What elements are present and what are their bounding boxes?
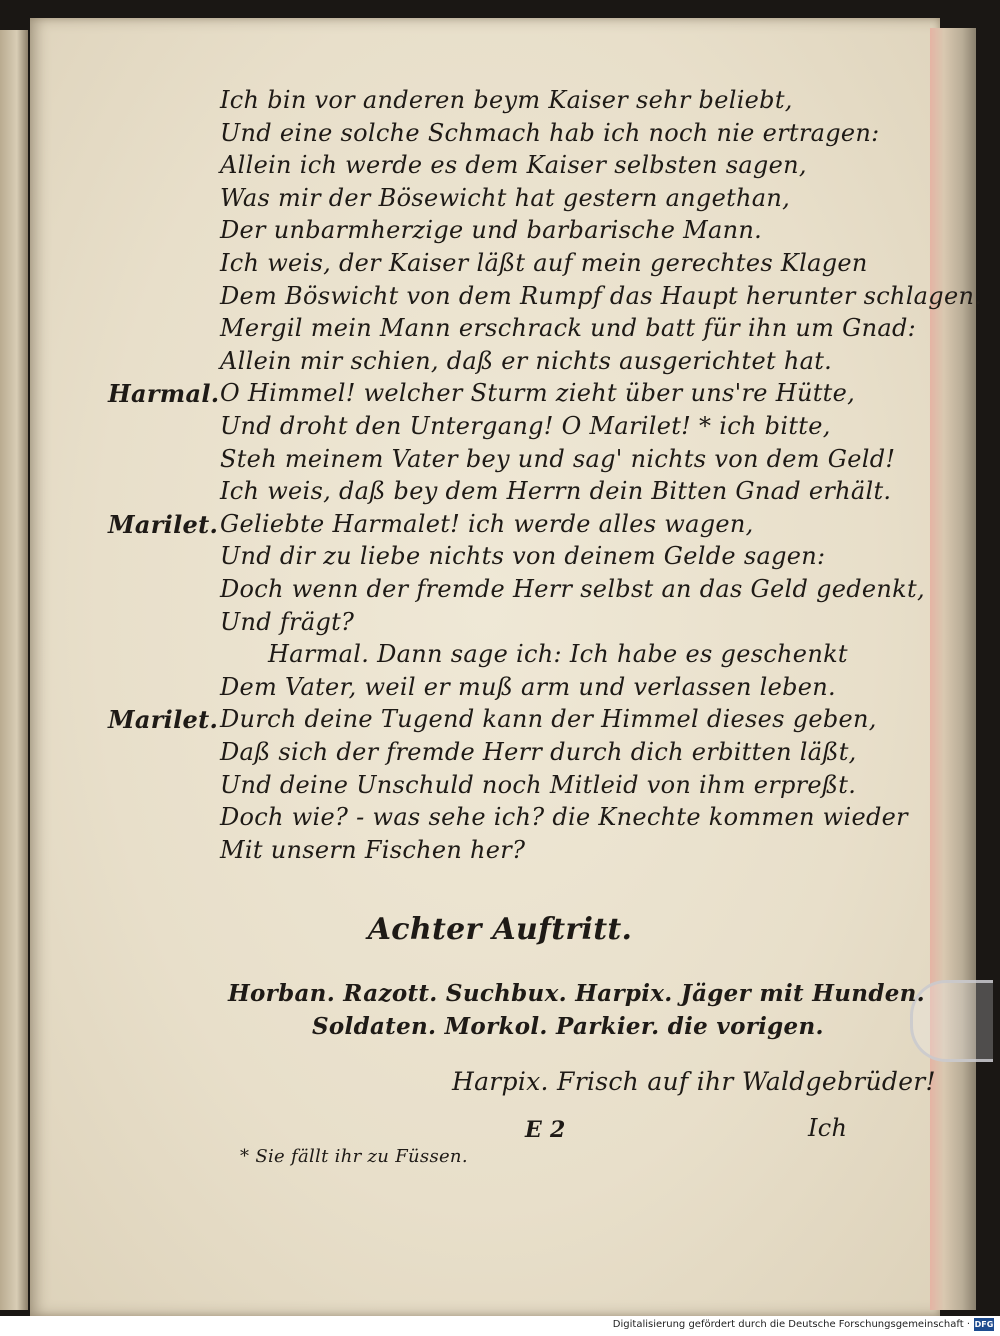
cast-list-line-1: Horban. Razott. Suchbux. Harpix. Jäger mit Hunden. [228, 980, 925, 1007]
verse-line: Dem Vater, weil er muß arm und verlassen leben. [220, 673, 836, 701]
verse-line: Und dir zu liebe nichts von deinem Gelde sagen: [220, 542, 826, 570]
verse-line: Was mir der Bösewicht hat gestern angethan, [220, 184, 791, 212]
signature-mark: E 2 [525, 1117, 566, 1143]
verse-line: Mergil mein Mann erschrack und batt für ihn um Gnad: [220, 314, 917, 342]
verse-line: Ich weis, daß bey dem Herrn dein Bitten Gnad erhält. [220, 477, 892, 505]
verse-line: Harmal. Dann sage ich: Ich habe es geschenkt [268, 640, 848, 668]
verse-line: Und droht den Untergang! O Marilet! * ich bitte, [220, 412, 831, 440]
verse-line: O Himmel! welcher Sturm zieht über uns're Hütte, [220, 379, 856, 407]
catchword: Ich [808, 1114, 848, 1142]
verse-line: Dem Böswicht von dem Rumpf das Haupt herunter schlagen. [220, 282, 983, 310]
speaker-label: Marilet. [108, 705, 219, 734]
cast-list-line-2: Soldaten. Morkol. Parkier. die vorigen. [312, 1013, 824, 1040]
verse-line: Ich weis, der Kaiser läßt auf mein gerechtes Klagen [220, 249, 868, 277]
verse-line: Der unbarmherzige und barbarische Mann. [220, 216, 763, 244]
verse-line: Und eine solche Schmach hab ich noch nie ertragen: [220, 119, 880, 147]
verse-line: Geliebte Harmalet! ich werde alles wagen, [220, 510, 754, 538]
verse-line: Mit unsern Fischen her? [220, 836, 526, 864]
verse-line: Durch deine Tugend kann der Himmel dieses geben, [220, 705, 877, 733]
verse-line: Doch wenn der fremde Herr selbst an das Geld gedenkt, [220, 575, 925, 603]
footnote: * Sie fällt ihr zu Füssen. [240, 1146, 468, 1167]
harpix-line: Harpix. Frisch auf ihr Waldgebrüder! [452, 1067, 936, 1096]
scene-heading: Achter Auftritt. [367, 912, 633, 947]
verse-line: Steh meinem Vater bey und sag' nichts von dem Geld! [220, 445, 896, 473]
verse-line: Ich bin vor anderen beym Kaiser sehr beliebt, [220, 86, 793, 114]
verse-line: Und deine Unschuld noch Mitleid von ihm erpreßt. [220, 771, 857, 799]
footer-credit: Digitalisierung gefördert durch die Deutsche Forschungsgemeinschaft · [612, 1319, 970, 1330]
speaker-label: Marilet. [108, 510, 219, 539]
verse-line: Allein ich werde es dem Kaiser selbsten sagen, [220, 151, 807, 179]
dfg-logo: DFG [974, 1320, 994, 1329]
speaker-label: Harmal. [108, 379, 220, 408]
verse-line: Doch wie? - was sehe ich? die Knechte kommen wieder [220, 803, 908, 831]
verse-line: Allein mir schien, daß er nichts ausgerichtet hat. [220, 347, 833, 375]
verse-line: Und frägt? [220, 608, 355, 636]
verse-line: Daß sich der fremde Herr durch dich erbitten läßt, [220, 738, 857, 766]
